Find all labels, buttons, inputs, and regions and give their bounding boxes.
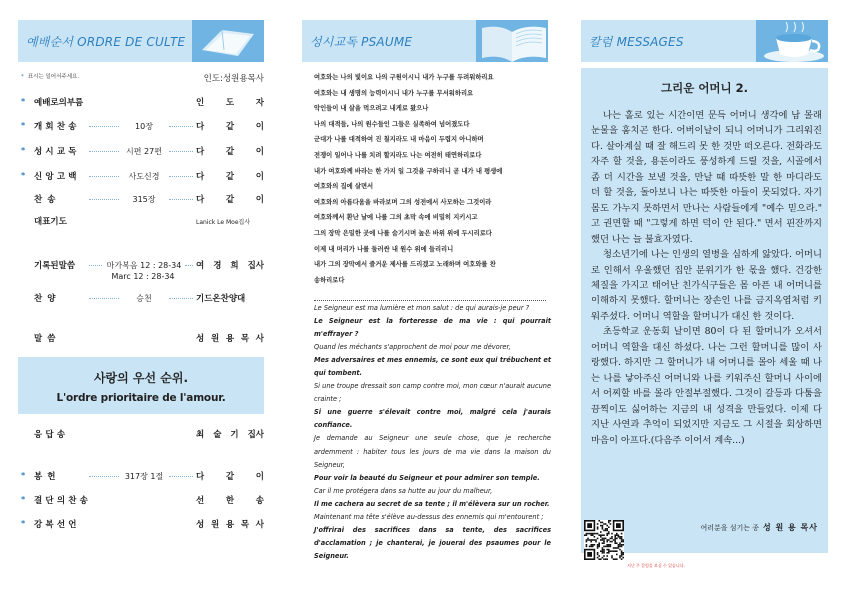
psalm-korean-line: 여호와께서 환난 날에 나를 그의 초막 속에 비밀히 지키시고 [314, 214, 478, 222]
open-book-icon [476, 20, 548, 62]
service-row-person: 성 원 용 목 사 [196, 334, 264, 344]
signature [700, 522, 818, 533]
service-row [21, 215, 264, 229]
psalm-korean-line: 나의 대적들, 나의 원수들인 그들은 실족하여 넘어졌도다 [314, 120, 470, 128]
psalm-korean-line: 여호와의 아름다움을 바라보며 그의 성전에서 사모하는 그것이라 [314, 198, 492, 206]
psalm-korean-line: 악인들이 내 살을 먹으려고 내게로 왔으나 [314, 105, 429, 113]
psalm-french-verse: Car il me protégera dans sa hutte au jour du malheur, [314, 486, 493, 495]
standing-star-icon: * [21, 74, 24, 80]
leader-dots [169, 151, 193, 152]
service-row-detail: 사도신경 [119, 171, 169, 182]
service-row-person: 다 같 이 [196, 472, 264, 482]
psalm-french-verse: Quand les méchants s'approchent de moi pour me dévorer, [314, 343, 511, 352]
service-row [21, 518, 264, 532]
psalm-french-verse: Le Seigneur est la forteresse de ma vie : qui pourrait m'effrayer ? [314, 317, 551, 339]
service-row-label: 봉헌 [34, 472, 61, 482]
psalm-french-verse: Je demande au Seigneur une seule chose, que je recherche ardemment : habiter tous les jours de ma vie dans la maison du Seigneur, [314, 434, 551, 469]
message-paragraph: 나는 홀로 있는 시간이면 문득 어머니 생각에 남 몰래 눈물을 훔치곤 한다. 어버이날이 되니 어머니가 그리워진다. 살아계실 때 잘 해드리 못 한 것만 떠오른다. 전화라도 자주 할 것을, 용돈이라도 풍성하게 드릴 것을, 시골에서 좀 더 시간을 보낼 것을, 만날 때 따뜻한 말 한 마디라도 더 할 것을, 돌아보니 나는 따뜻한 아들이 못되었다. 자기 몸도 가누지 못하면서 만나는 사람들에게 "예수 믿으라." 고 권면할 때 "그렇게 하면 덕이 안 된다." 면서 핀잔까지 했던 나는 늘 불효자였다. [591, 110, 822, 245]
service-row [21, 332, 264, 346]
psalm-french-verse: Si une guerre s'élevait contre moi, malgré cela j'aurais confiance. [314, 408, 551, 430]
psalm-korean-line: 그의 장막 은밀한 곳에 나를 숨기시며 높은 바위 위에 두시리로다 [314, 229, 492, 237]
psalm-korean-line: 전쟁이 일어나 나를 치려 할지라도 나는 여전히 태연하리로다 [314, 151, 482, 159]
leader-dots [89, 476, 119, 477]
sermon-title-banner [18, 357, 264, 414]
psalm-french-text [314, 302, 551, 563]
leader-dots [169, 176, 193, 177]
service-row [21, 470, 264, 484]
signature-name: 성 원 용 목사 [763, 523, 818, 532]
psalm-french-verse: Si une troupe dressait son camp contre moi, mon cœur n'aurait aucune crainte ; [314, 382, 551, 404]
service-row [21, 145, 264, 159]
psalm-header [302, 20, 548, 62]
service-row-detail: 시편 27편 [119, 146, 169, 157]
psalm-korean-line: 내가 여호와께 바라는 한 가지 일 그것을 구하리니 곧 내가 내 평생에 [314, 167, 503, 175]
service-row-label: 찬송 [34, 195, 61, 205]
psalm-header-title: 성시교독 PSAUME [310, 35, 413, 49]
service-row-detail: 승천 [119, 293, 169, 304]
qr-code[interactable] [584, 520, 624, 560]
psalm-french-verse: Il me cachera au secret de sa tente ; il m'élèvera sur un rocher. [314, 499, 550, 508]
service-row-person: 다 같 이 [196, 122, 264, 132]
leader-dots [89, 199, 119, 200]
psalm-french-verse: Le Seigneur est ma lumière et mon salut : de qui aurais-je peur ? [314, 304, 530, 312]
leader-dots [169, 476, 193, 477]
message-body [591, 108, 822, 448]
signature-prefix: 여러분을 섬기는 종 [700, 524, 759, 532]
service-row-label: 성시교독 [34, 147, 80, 157]
service-row [21, 170, 264, 184]
service-row-person: 다 같 이 [196, 172, 264, 182]
sermon-title-korean: 사랑의 우선 순위. [93, 371, 189, 385]
service-row-label: 응답송 [34, 430, 69, 440]
message-panel [561, 0, 842, 595]
service-row-person: 선 한 송 [196, 496, 264, 506]
psalm-korean-line: 군대가 나를 대적하여 진 칠지라도 내 마음이 두렵지 아니하며 [314, 136, 484, 144]
leader-dots [169, 298, 193, 299]
standing-star-icon: * [21, 471, 26, 480]
service-row-label: 말씀 [34, 334, 61, 344]
standing-star-icon: * [21, 146, 26, 155]
service-row-label: 결단의찬송 [34, 496, 92, 506]
service-row-label: 예배로의부름 [34, 98, 84, 108]
leader-dots [89, 265, 102, 266]
psalm-korean-line: 이제 내 머리가 나를 둘러싼 내 원수 위에 들리리니 [314, 245, 454, 253]
psalm-korean-line: 내가 그의 장막에서 즐거운 제사를 드리겠고 노래하며 여호와를 찬 [314, 261, 496, 269]
leader-dots [185, 265, 193, 266]
message-paragraph: 청소년기에 나는 인생의 열병을 심하게 앓았다. 어머니로 인해서 우울했던 집안 분위기가 한 몫을 했다. 건강한 체질을 가지고 태어난 친가식구들은 몸 아픈 내 어머니를 이해하지 못했다. 할머니는 장손인 나를 금지옥엽처럼 키워주셨다. 어머니 역할을 할머니가 대신 한 것이다. [591, 249, 822, 322]
service-row [21, 120, 264, 134]
service-row-person: 여 경 희 집사 [196, 261, 264, 271]
standing-star-icon: * [21, 495, 26, 504]
standing-note: * 표시는 일어서주세요. [21, 74, 80, 80]
service-row-label: 신앙고백 [34, 172, 80, 182]
service-row-person: 다 같 이 [196, 195, 264, 205]
service-row-person: Lanick Le Moe집사 [196, 219, 251, 226]
psalm-panel [281, 0, 561, 595]
order-header-title: 예배순서 ORDRE DE CULTE [26, 35, 186, 49]
service-row [21, 259, 264, 281]
standing-star-icon: * [21, 519, 26, 528]
service-row [21, 428, 264, 442]
service-row-person: 최 술 기 집사 [196, 430, 264, 440]
message-header [581, 20, 828, 62]
service-row-label: 기록된말씀 [34, 261, 76, 271]
service-row-label: 대표기도 [34, 217, 67, 227]
leader-dots [169, 126, 193, 127]
psalm-divider [314, 300, 546, 301]
order-of-service-panel [0, 0, 281, 595]
psalm-french-verse: Maintenant ma tête s'élève au-dessus des ennemis qui m'entourent ; [314, 512, 544, 521]
psalm-french-verse: Mes adversaires et mes ennemis, ce sont eux qui trébuchent et qui tombent. [314, 356, 551, 378]
service-row-person: 기드온찬양대 [196, 294, 246, 304]
service-row-person: 다 같 이 [196, 147, 264, 157]
psalm-french-verse: J'offrirai des sacrifices dans sa tente, des sacrifices d'acclamation ; je chanterai, je jouerai des psaumes pour le Seigneur. [314, 525, 551, 560]
service-row [21, 292, 264, 306]
service-row-person: 성 원 용 목 사 [196, 520, 264, 530]
leader-dots [169, 199, 193, 200]
service-row [21, 494, 264, 508]
service-row-person: 인 도 자 [196, 98, 264, 108]
psalm-french-verse: Pour voir la beauté du Seigneur et pour admirer son temple. [314, 473, 540, 482]
service-row-detail-french: Marc 12 : 28-34 [111, 272, 175, 281]
message-header-title: 칼럼 MESSAGES [589, 35, 684, 49]
service-row [21, 96, 264, 110]
leader-dots [89, 151, 119, 152]
service-row-label: 개회찬송 [34, 122, 80, 132]
order-header [18, 20, 264, 62]
service-row-detail: 마가복음 12 : 28-34 [103, 260, 185, 271]
service-leader: 인도:성원용목사 [203, 74, 264, 84]
psalm-korean-line: 여호와는 내 생명의 능력이시니 내가 누구를 무서워하리요 [314, 89, 474, 97]
coffee-cup-icon [756, 20, 828, 62]
leader-dots [89, 176, 119, 177]
standing-star-icon: * [21, 97, 26, 106]
bible-illustration-icon [192, 20, 264, 62]
leader-dots [89, 298, 119, 299]
psalm-korean-text [314, 70, 552, 288]
sermon-title-french: L'ordre prioritaire de l'amour. [56, 392, 226, 404]
service-row-label: 찬양 [34, 294, 61, 304]
message-paragraph: 초등학교 운동회 날이면 80이 다 된 할머니가 오셔서 어머니 역할을 대신 하셨다. 나는 그런 할머니를 많이 사랑했다. 하지만 그 할머니가 내 어머니를 몰아 세울 때 나는 나를 낳아주신 어머니와 나를 키워주신 할머니 사이에서 어찌할 바를 몰라 안절부절했다. 그것이 갈등과 다툼을 끔찍이도 싫어하는 지금의 내 성격을 만들었다. 이제 다 지난 사연과 추억이 되었지만 지금도 그 시절을 회상하면 마음이 아프다.(다음주 이어서 계속...) [591, 326, 822, 446]
service-row-detail: 10장 [119, 121, 169, 132]
service-row-label: 강복선언 [34, 520, 80, 530]
leader-dots [89, 126, 119, 127]
psalm-korean-line: 송하리로다 [314, 276, 345, 284]
psalm-korean-line: 여호와의 집에 살면서 [314, 183, 374, 191]
standing-star-icon: * [21, 121, 26, 130]
message-title: 그리운 어머니 2. [660, 81, 749, 95]
standing-star-icon: * [21, 171, 26, 180]
qr-caption: 지난 주 칼럼을 보실 수 있습니다. [627, 563, 685, 568]
service-row [21, 193, 264, 207]
message-box [581, 68, 828, 553]
service-row-detail: 317장 1절 [119, 471, 169, 482]
service-row-detail: 315장 [119, 194, 169, 205]
psalm-korean-line: 여호와는 나의 빛이요 나의 구원이시니 내가 누구를 두려워하리요 [314, 74, 494, 81]
